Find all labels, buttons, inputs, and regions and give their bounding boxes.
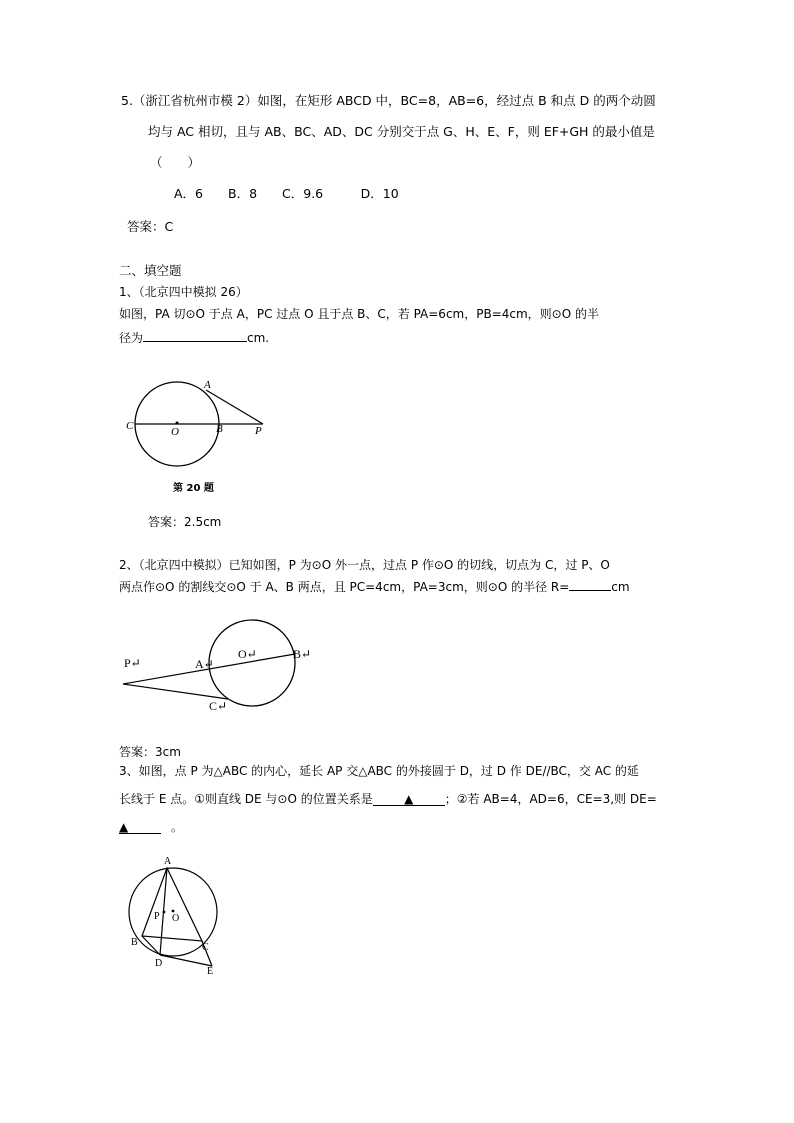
q3-line3: [119, 819, 183, 835]
q5-paren: （ ）: [150, 155, 201, 170]
q2-figure: [118, 616, 312, 716]
q1-line2-suffix: cm.: [247, 331, 270, 345]
q3-blank-1: [373, 793, 445, 806]
q2-line2-text: 两点作⊙O 的割线交⊙O 于 A、B 两点，且 PC=4cm，PA=3cm，则⊙O 的半径 R=: [119, 580, 570, 594]
q1-label-b: B: [216, 423, 223, 435]
q2-label-b: B↵: [293, 647, 312, 661]
q3-figure: [118, 850, 228, 980]
q2-label-o: O↵: [238, 647, 257, 661]
q2-answer: 答案：3cm: [119, 745, 181, 759]
section-title: 二、填空题: [119, 263, 182, 278]
q1-line2-prefix: 径为: [119, 331, 144, 345]
q2-tangent-line: [123, 684, 228, 699]
q1-figure: [120, 372, 280, 497]
q3-triangle-abc: [142, 868, 202, 941]
q2-label-c: C↵: [209, 699, 228, 713]
q3-label-o: O: [172, 913, 180, 924]
q3-blank-1-mark: ▲: [404, 792, 414, 806]
q2-answer-blank: [569, 578, 611, 591]
q1-label-o: O: [171, 426, 179, 438]
q2-line2-suffix: cm: [611, 580, 630, 594]
q3-line2-prefix: 长线于 E 点。①则直线 DE 与⊙O 的位置关系是: [119, 792, 373, 806]
q5-line1: 5.（浙江省杭州市模 2）如图，在矩形 ABCD 中，BC=8，AB=6，经过点 B 和点 D 的两个动圆: [121, 93, 656, 108]
q3-line1: 3、如图，点 P 为△ABC 的内心，延长 AP 交△ABC 的外接圆于 D，过 D 作 DE//BC，交 AC 的延: [119, 764, 639, 778]
q3-line3-suffix: 。: [171, 820, 184, 834]
q5-line2: 均与 AC 相切，且与 AB、BC、AD、DC 分别交于点 G、H、E、F，则 EF+GH 的最小值是: [148, 124, 655, 139]
q2-circle: [209, 620, 295, 706]
q3-label-a: A: [164, 856, 172, 867]
q2-label-a: A↵: [195, 657, 214, 671]
q3-label-d: D: [155, 958, 163, 969]
q3-label-e: E: [207, 966, 214, 977]
q1-answer: 答案：2.5cm: [148, 515, 222, 529]
q3-line2-mid: ；②若 AB=4，AD=6，CE=3,则 DE=: [444, 792, 657, 806]
q3-blank-2-mark: ▲: [119, 820, 129, 834]
q5-options: A．6 B．8 C．9.6 D．10: [174, 186, 399, 201]
q1-answer-blank: [143, 329, 247, 342]
q3-line-de: [160, 955, 212, 966]
q2-line2: [119, 578, 630, 595]
q2-label-p: P↵: [124, 656, 141, 670]
q1-line2: [119, 329, 269, 346]
q3-label-c: C: [202, 942, 209, 953]
q1-figure-caption: 第 20 题: [173, 483, 214, 494]
q3-blank-2: [119, 821, 161, 834]
q1-source: 1、（北京四中模拟 26）: [119, 285, 248, 299]
q3-label-b: B: [131, 937, 138, 948]
q1-line1: 如图，PA 切⊙O 于点 A，PC 过点 O 且于点 B、C，若 PA=6cm，PB=4cm，则⊙O 的半: [119, 307, 599, 321]
q1-center-dot: [176, 422, 179, 425]
q1-label-p: P: [255, 425, 262, 437]
q1-tangent-line: [206, 390, 263, 424]
q1-label-c: C: [126, 420, 134, 432]
q1-label-a: A: [204, 379, 211, 391]
q3-line2: [119, 791, 657, 807]
q3-point-p: [163, 911, 166, 914]
q3-label-p: P: [154, 911, 160, 922]
q2-line1: 2、（北京四中模拟）已知如图，P 为⊙O 外一点，过点 P 作⊙O 的切线，切点为 C，过 P、O: [119, 558, 610, 572]
q5-answer: 答案：C: [127, 219, 174, 234]
q3-point-o: [172, 910, 175, 913]
